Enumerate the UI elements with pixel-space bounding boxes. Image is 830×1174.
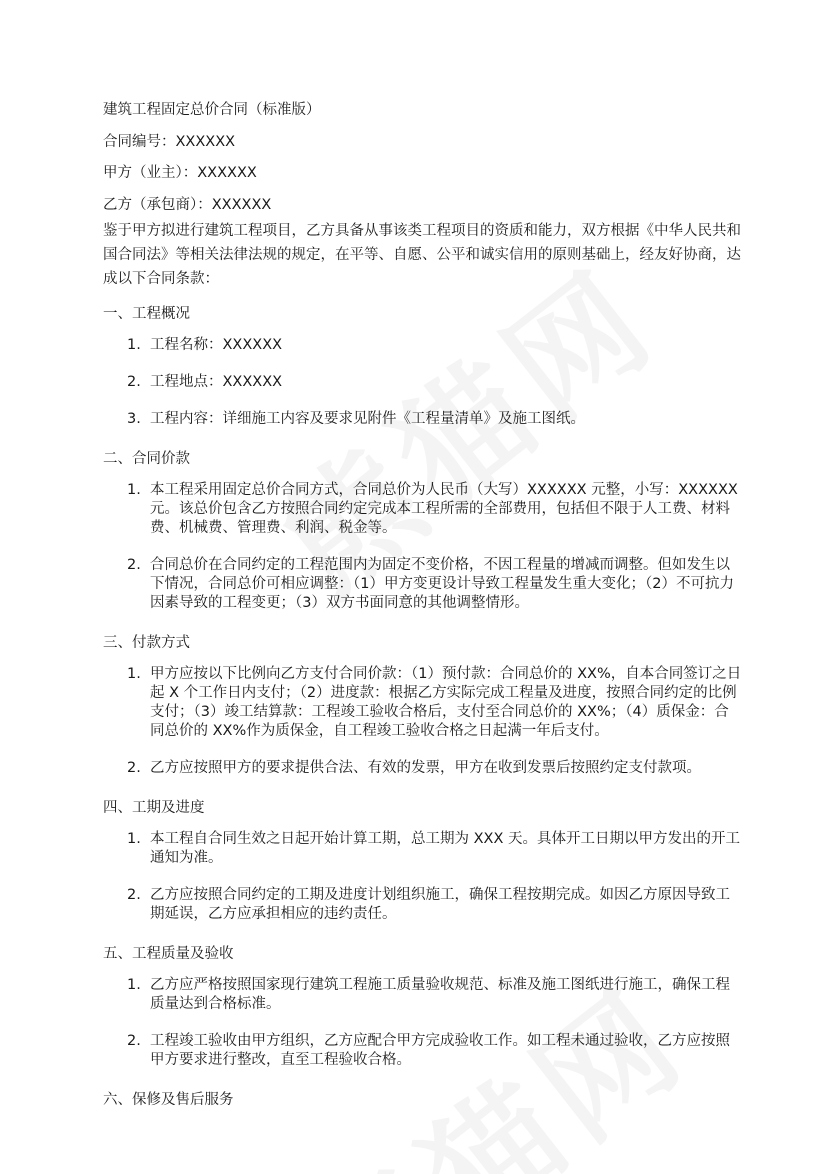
item-number: 1. (127, 976, 141, 993)
item-text: 工程名称：XXXXXX (150, 336, 283, 353)
list-item (103, 481, 743, 538)
item-text: 乙方应按照合同约定的工期及进度计划组织施工，确保工程按期完成。如因乙方原因导致工期延误，乙方应承担相应的违约责任。 (150, 886, 730, 922)
preamble: 鉴于甲方拟进行建筑工程项目，乙方具备从事该类工程项目的资质和能力，双方根据《中华人民共和国合同法》等相关法律法规的规定，在平等、自愿、公平和诚实信用的原则基础上，经友好协商，达成以下合同条款： (103, 222, 741, 287)
item-number: 2. (127, 1032, 141, 1049)
section-4-list (103, 830, 743, 924)
party-a: 甲方（业主）：XXXXXX (103, 165, 257, 181)
document-content (103, 98, 743, 1122)
list-item (103, 830, 743, 868)
item-number: 3. (127, 410, 141, 427)
list-item (103, 336, 743, 355)
section-3-list (103, 665, 743, 778)
list-item (103, 976, 743, 1014)
item-text: 乙方应按照甲方的要求提供合法、有效的发票，甲方在收到发票后按照约定支付款项。 (150, 759, 701, 776)
item-number: 1. (127, 336, 141, 353)
section-3-title: 三、付款方式 (103, 634, 190, 651)
document-title: 建筑工程固定总价合同（标准版） (103, 102, 321, 118)
section-5-title: 五、工程质量及验收 (103, 945, 234, 962)
item-text: 本工程采用固定总价合同方式，合同总价为人民币（大写）XXXXXX 元整，小写：XXXXXX 元。该总价包含乙方按照合同约定完成本工程所需的全部费用，包括但不限于人工费、材料费、机械费、管理费、利润、税金等。 (150, 481, 738, 536)
party-b: 乙方（承包商）：XXXXXX (103, 196, 272, 213)
item-text: 乙方应严格按照国家现行建筑工程施工质量验收规范、标准及施工图纸进行施工，确保工程质量达到合格标准。 (150, 976, 730, 1012)
item-text: 工程竣工验收由甲方组织，乙方应配合甲方完成验收工作。如工程未通过验收，乙方应按照甲方要求进行整改，直至工程验收合格。 (150, 1032, 730, 1068)
item-number: 2. (127, 373, 141, 390)
item-text: 合同总价在合同约定的工程范围内为固定不变价格，不因工程量的增减而调整。但如发生以下情况，合同总价可相应调整：（1）甲方变更设计导致工程量发生重大变化；（2）不可抗力因素导致的工程变更；（3）双方书面同意的其他调整情形。 (150, 556, 734, 611)
item-number: 1. (127, 481, 141, 498)
section-2-title: 二、合同价款 (103, 450, 190, 467)
section-6-title: 六、保修及售后服务 (103, 1091, 234, 1108)
section-2-list (103, 481, 743, 613)
item-text: 本工程自合同生效之日起开始计算工期，总工期为 XXX 天。具体开工日期以甲方发出的开工通知为准。 (150, 830, 741, 866)
item-number: 2. (127, 886, 141, 903)
section-5-list (103, 976, 743, 1070)
section-1-list (103, 336, 743, 429)
item-number: 1. (127, 665, 141, 682)
section-4-title: 四、工期及进度 (103, 799, 205, 816)
section-1-title: 一、工程概况 (103, 305, 190, 322)
list-item (103, 410, 743, 429)
item-number: 1. (127, 830, 141, 847)
item-text: 工程地点：XXXXXX (150, 373, 283, 390)
contract-number: 合同编号：XXXXXX (103, 133, 236, 150)
item-text: 工程内容：详细施工内容及要求见附件《工程量清单》及施工图纸。 (150, 410, 585, 427)
item-text: 甲方应按以下比例向乙方支付合同价款：（1）预付款：合同总价的 XX%，自本合同签订之日起 X 个工作日内支付；（2）进度款：根据乙方实际完成工程量及进度，按照合同约定的比例支付；（3）竣工结算款：工程竣工验收合格后，支付至合同总价的 XX%；（4）质保金：合同总价的 XX%作为质保金，自工程竣工验收合格之日起满一年后支付。 (150, 665, 742, 739)
list-item (103, 665, 743, 741)
list-item (103, 1032, 743, 1070)
list-item (103, 373, 743, 392)
list-item (103, 886, 743, 924)
list-item (103, 759, 743, 778)
item-number: 2. (127, 759, 141, 776)
item-number: 2. (127, 556, 141, 573)
list-item (103, 556, 743, 613)
